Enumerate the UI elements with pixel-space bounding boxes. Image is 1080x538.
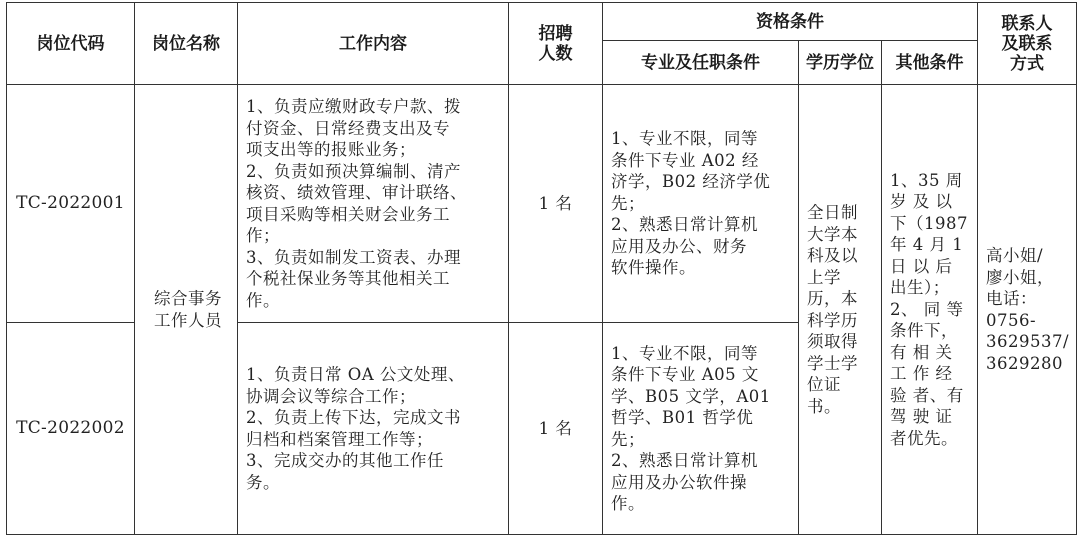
table-row — [7, 85, 1077, 323]
recruitment-table — [6, 2, 1077, 535]
job-content-cell: 1、负责应缴财政专户款、拨 付资金、日常经费支出及专 项支出等的报账业务； 2、负责如预决算编制、清产 核资、绩效管理、审计联络、 项目采购等相关财会业务工 作； 3、负责如制发工资表、办理 个税社保业务等其他相关工 作。 — [238, 85, 509, 323]
other-conditions-cell: 1、35 周 岁 及 以 下（1987 年 4 月 1 日 以 后 出生）； 2、 同 等 条件下， 有 相 关 工 作 经 验 者、有 驾 驶 证 者优先。 — [882, 85, 978, 535]
header-qualifications: 资格条件 — [603, 3, 978, 41]
header-major-requirements: 专业及任职条件 — [603, 41, 799, 85]
degree-cell: 全日制 大学本 科及以 上学 历，本 科学历 须取得 学士学 位证 书。 — [799, 85, 882, 535]
major-requirements-cell: 1、专业不限，同等 条件下专业 A05 文 学、B05 文学，A01 哲学、B01 哲学优 先； 2、熟悉日常计算机 应用及办公软件操 作。 — [603, 323, 799, 535]
position-code-cell: TC-2022002 — [7, 323, 135, 535]
header-contact: 联系人 及联系 方式 — [978, 3, 1077, 85]
major-requirements-cell: 1、专业不限，同等 条件下专业 A02 经 济学，B02 经济学优 先； 2、熟悉日常计算机 应用及办公、财务 软件操作。 — [603, 85, 799, 323]
contact-cell: 高小姐/ 廖小姐， 电话： 0756- 3629537/ 3629280 — [978, 85, 1077, 535]
position-code-cell: TC-2022001 — [7, 85, 135, 323]
position-name-cell: 综合事务 工作人员 — [135, 85, 238, 535]
header-other-conditions: 其他条件 — [882, 41, 978, 85]
header-job-content: 工作内容 — [238, 3, 509, 85]
job-content-cell: 1、负责日常 OA 公文处理、 协调会议等综合工作； 2、负责上传下达，完成文书 归档和档案管理工作等； 3、完成交办的其他工作任 务。 — [238, 323, 509, 535]
hiring-count-cell: 1 名 — [509, 323, 603, 535]
header-position-code: 岗位代码 — [7, 3, 135, 85]
header-row-1 — [7, 3, 1077, 41]
header-degree: 学历学位 — [799, 41, 882, 85]
hiring-count-cell: 1 名 — [509, 85, 603, 323]
header-hiring-count: 招聘 人数 — [509, 3, 603, 85]
header-position-name: 岗位名称 — [135, 3, 238, 85]
